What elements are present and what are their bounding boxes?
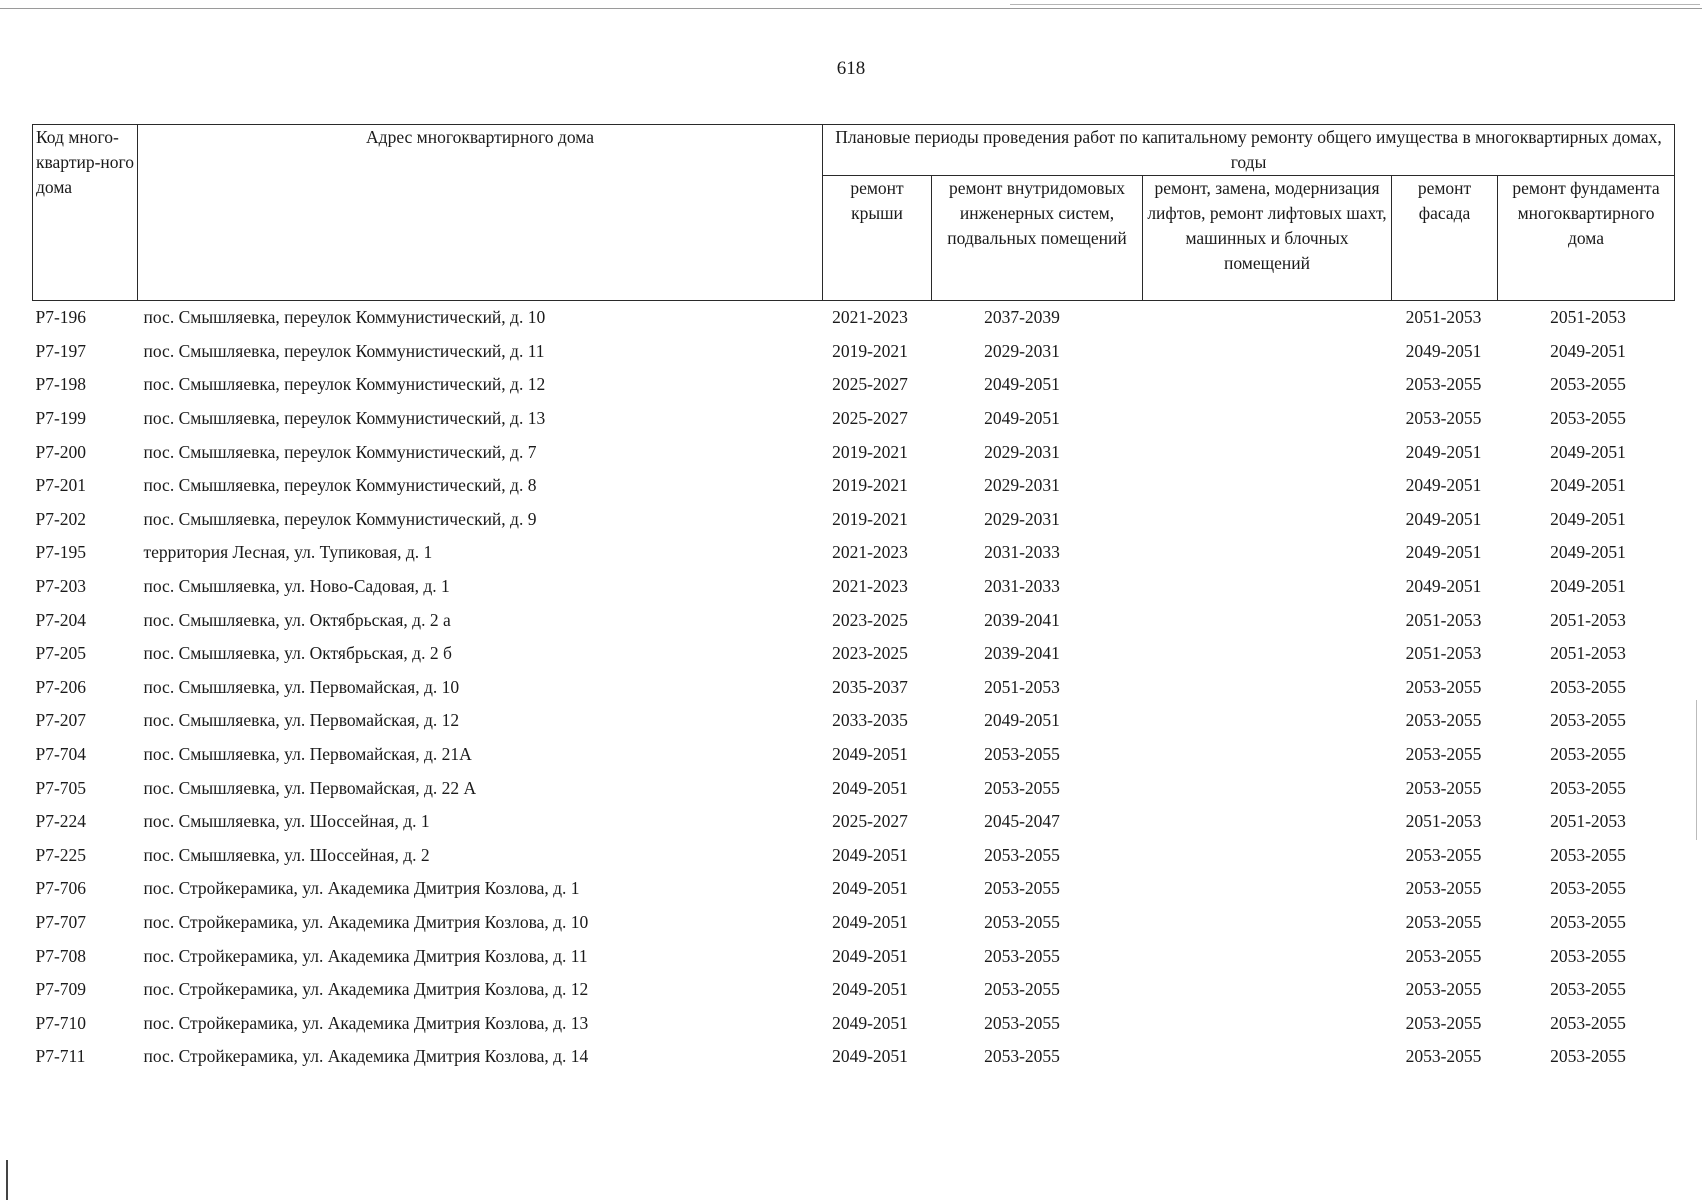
cell-code: Р7-196 [35, 307, 87, 328]
cell-code: Р7-207 [35, 710, 87, 731]
table-row [33, 1040, 1675, 1074]
cell-elevators [1143, 536, 1392, 570]
cell-address: пос. Смышляевка, ул. Ново-Садовая, д. 1 [143, 576, 450, 597]
table-row [33, 469, 1675, 503]
table-row [33, 503, 1675, 537]
table-row [33, 973, 1675, 1007]
cell-code: Р7-202 [35, 508, 87, 529]
table-row [33, 738, 1675, 772]
table-row [33, 435, 1675, 469]
cell-code: Р7-204 [35, 609, 87, 630]
cell-address: пос. Стройкерамика, ул. Академика Дмитрия Козлова, д. 13 [143, 1012, 589, 1033]
table-row [33, 671, 1675, 705]
cell-facade: 2053-2055 [1405, 374, 1482, 395]
cell-engineering: 2051-2053 [984, 676, 1060, 697]
cell-address: пос. Стройкерамика, ул. Академика Дмитрия Козлова, д. 12 [143, 979, 589, 1000]
cell-foundation: 2053-2055 [1550, 710, 1626, 731]
table-row [33, 906, 1675, 940]
cell-address: пос. Смышляевка, ул. Первомайская, д. 12 [143, 710, 460, 731]
cell-address: пос. Стройкерамика, ул. Академика Дмитрия Козлова, д. 14 [143, 1046, 589, 1067]
cell-engineering: 2029-2031 [984, 441, 1060, 462]
cell-code: Р7-710 [35, 1012, 87, 1033]
cell-code: Р7-707 [35, 911, 87, 932]
cell-address: пос. Смышляевка, переулок Коммунистический, д. 13 [143, 408, 546, 429]
cell-facade: 2053-2055 [1405, 945, 1482, 966]
cell-code: Р7-201 [35, 475, 87, 496]
cell-foundation: 2051-2053 [1550, 643, 1626, 664]
table-row [33, 839, 1675, 873]
cell-foundation: 2053-2055 [1550, 676, 1626, 697]
cell-facade: 2053-2055 [1405, 744, 1482, 765]
cell-roof: 2019-2021 [832, 340, 908, 361]
cell-roof: 2025-2027 [832, 408, 908, 429]
cell-engineering: 2039-2041 [984, 643, 1060, 664]
cell-elevators [1143, 435, 1392, 469]
cell-elevators [1143, 805, 1392, 839]
cell-engineering: 2031-2033 [984, 576, 1060, 597]
cell-roof: 2049-2051 [832, 911, 908, 932]
cell-elevators [1143, 402, 1392, 436]
cell-roof: 2019-2021 [832, 508, 908, 529]
cell-elevators [1143, 603, 1392, 637]
cell-engineering: 2053-2055 [984, 979, 1060, 1000]
cell-engineering: 2031-2033 [984, 542, 1060, 563]
table-row [33, 1006, 1675, 1040]
cell-elevators [1143, 671, 1392, 705]
cell-facade: 2053-2055 [1405, 676, 1482, 697]
cell-facade: 2053-2055 [1405, 1012, 1482, 1033]
scan-edge-left [6, 1160, 8, 1200]
header-foundation: ремонт фундамента многоквартирного дома [1498, 176, 1675, 301]
cell-elevators [1143, 1040, 1392, 1074]
cell-foundation: 2053-2055 [1550, 945, 1626, 966]
cell-engineering: 2029-2031 [984, 475, 1060, 496]
cell-roof: 2021-2023 [832, 307, 908, 328]
cell-foundation: 2053-2055 [1550, 979, 1626, 1000]
cell-elevators [1143, 503, 1392, 537]
cell-facade: 2051-2053 [1405, 609, 1482, 630]
table-row [33, 570, 1675, 604]
cell-facade: 2053-2055 [1405, 408, 1482, 429]
cell-address: пос. Смышляевка, переулок Коммунистический, д. 9 [143, 508, 537, 529]
cell-code: Р7-225 [35, 844, 87, 865]
cell-elevators [1143, 301, 1392, 335]
cell-roof: 2019-2021 [832, 475, 908, 496]
cell-engineering: 2053-2055 [984, 844, 1060, 865]
header-facade: ремонт фасада [1392, 176, 1498, 301]
table-row [33, 805, 1675, 839]
scan-border-top [0, 8, 1702, 9]
header-address: Адрес многоквартирного дома [138, 125, 823, 301]
cell-facade: 2049-2051 [1405, 340, 1482, 361]
header-roof: ремонт крыши [823, 176, 932, 301]
cell-code: Р7-200 [35, 441, 87, 462]
cell-engineering: 2029-2031 [984, 508, 1060, 529]
cell-engineering: 2053-2055 [984, 1046, 1060, 1067]
cell-elevators [1143, 469, 1392, 503]
table-header [33, 125, 1675, 301]
table-row [33, 603, 1675, 637]
cell-engineering: 2049-2051 [984, 374, 1060, 395]
cell-engineering: 2053-2055 [984, 1012, 1060, 1033]
cell-roof: 2049-2051 [832, 1046, 908, 1067]
table-row [33, 402, 1675, 436]
cell-roof: 2049-2051 [832, 844, 908, 865]
page-number: 618 [836, 58, 866, 79]
cell-address: пос. Смышляевка, ул. Октябрьская, д. 2 а [143, 609, 451, 630]
cell-facade: 2049-2051 [1405, 576, 1482, 597]
cell-elevators [1143, 368, 1392, 402]
cell-elevators [1143, 570, 1392, 604]
cell-foundation: 2053-2055 [1550, 878, 1626, 899]
cell-address: пос. Стройкерамика, ул. Академика Дмитрия Козлова, д. 11 [143, 945, 588, 966]
cell-code: Р7-224 [35, 811, 87, 832]
cell-foundation: 2053-2055 [1550, 1012, 1626, 1033]
cell-code: Р7-704 [35, 744, 87, 765]
cell-facade: 2053-2055 [1405, 878, 1482, 899]
cell-foundation: 2049-2051 [1550, 475, 1626, 496]
cell-foundation: 2049-2051 [1550, 542, 1626, 563]
repair-schedule-table [32, 124, 1675, 1074]
cell-address: пос. Смышляевка, ул. Первомайская, д. 10 [143, 676, 460, 697]
cell-address: территория Лесная, ул. Тупиковая, д. 1 [143, 542, 433, 563]
cell-address: пос. Смышляевка, переулок Коммунистический, д. 7 [143, 441, 537, 462]
cell-roof: 2025-2027 [832, 811, 908, 832]
cell-engineering: 2053-2055 [984, 878, 1060, 899]
cell-roof: 2049-2051 [832, 878, 908, 899]
cell-foundation: 2053-2055 [1550, 744, 1626, 765]
cell-code: Р7-199 [35, 408, 87, 429]
table-body [33, 301, 1675, 1074]
header-engineering: ремонт внутридомовых инженерных систем, подвальных помещений [932, 176, 1143, 301]
table-row [33, 704, 1675, 738]
cell-elevators [1143, 335, 1392, 369]
cell-foundation: 2051-2053 [1550, 811, 1626, 832]
cell-foundation: 2053-2055 [1550, 408, 1626, 429]
scan-edge-right [1696, 700, 1697, 840]
cell-roof: 2049-2051 [832, 1012, 908, 1033]
cell-facade: 2053-2055 [1405, 911, 1482, 932]
cell-elevators [1143, 1006, 1392, 1040]
cell-foundation: 2053-2055 [1550, 844, 1626, 865]
cell-roof: 2019-2021 [832, 441, 908, 462]
cell-address: пос. Смышляевка, ул. Шоссейная, д. 2 [143, 844, 430, 865]
cell-code: Р7-203 [35, 576, 87, 597]
cell-facade: 2051-2053 [1405, 643, 1482, 664]
cell-address: пос. Смышляевка, ул. Первомайская, д. 22 А [143, 777, 477, 798]
cell-roof: 2049-2051 [832, 777, 908, 798]
cell-address: пос. Смышляевка, ул. Шоссейная, д. 1 [143, 811, 430, 832]
cell-code: Р7-195 [35, 542, 87, 563]
cell-foundation: 2053-2055 [1550, 1046, 1626, 1067]
table-row [33, 771, 1675, 805]
cell-elevators [1143, 637, 1392, 671]
cell-code: Р7-705 [35, 777, 87, 798]
cell-elevators [1143, 939, 1392, 973]
cell-roof: 2049-2051 [832, 945, 908, 966]
cell-address: пос. Смышляевка, переулок Коммунистический, д. 10 [143, 307, 546, 328]
table-row [33, 536, 1675, 570]
cell-address: пос. Смышляевка, переулок Коммунистический, д. 11 [143, 340, 545, 361]
cell-foundation: 2049-2051 [1550, 340, 1626, 361]
cell-foundation: 2049-2051 [1550, 441, 1626, 462]
cell-foundation: 2049-2051 [1550, 576, 1626, 597]
cell-code: Р7-708 [35, 945, 87, 966]
table-row [33, 939, 1675, 973]
cell-roof: 2023-2025 [832, 609, 908, 630]
cell-engineering: 2053-2055 [984, 945, 1060, 966]
cell-foundation: 2053-2055 [1550, 911, 1626, 932]
cell-foundation: 2051-2053 [1550, 609, 1626, 630]
table-row [33, 301, 1675, 335]
cell-address: пос. Смышляевка, ул. Первомайская, д. 21А [143, 744, 472, 765]
cell-facade: 2053-2055 [1405, 710, 1482, 731]
cell-foundation: 2049-2051 [1550, 508, 1626, 529]
cell-facade: 2049-2051 [1405, 441, 1482, 462]
cell-engineering: 2053-2055 [984, 744, 1060, 765]
cell-address: пос. Смышляевка, переулок Коммунистический, д. 8 [143, 475, 537, 496]
cell-elevators [1143, 771, 1392, 805]
cell-engineering: 2049-2051 [984, 408, 1060, 429]
cell-roof: 2049-2051 [832, 744, 908, 765]
cell-foundation: 2051-2053 [1550, 307, 1626, 328]
table-row [33, 872, 1675, 906]
cell-foundation: 2053-2055 [1550, 374, 1626, 395]
cell-address: пос. Смышляевка, ул. Октябрьская, д. 2 б [143, 643, 452, 664]
cell-facade: 2049-2051 [1405, 508, 1482, 529]
cell-roof: 2033-2035 [832, 710, 908, 731]
cell-engineering: 2049-2051 [984, 710, 1060, 731]
cell-facade: 2053-2055 [1405, 844, 1482, 865]
cell-address: пос. Стройкерамика, ул. Академика Дмитрия Козлова, д. 10 [143, 911, 589, 932]
cell-elevators [1143, 738, 1392, 772]
cell-roof: 2023-2025 [832, 643, 908, 664]
cell-elevators [1143, 704, 1392, 738]
cell-code: Р7-198 [35, 374, 87, 395]
table-row [33, 368, 1675, 402]
cell-facade: 2051-2053 [1405, 811, 1482, 832]
cell-facade: 2051-2053 [1405, 307, 1482, 328]
cell-roof: 2025-2027 [832, 374, 908, 395]
cell-facade: 2053-2055 [1405, 1046, 1482, 1067]
cell-code: Р7-206 [35, 676, 87, 697]
header-code: Код много-квартир-ного дома [33, 125, 138, 301]
header-periods-group: Плановые периоды проведения работ по капитальному ремонту общего имущества в многоквартирных домах, годы [823, 125, 1675, 176]
cell-facade: 2053-2055 [1405, 777, 1482, 798]
table-row [33, 335, 1675, 369]
cell-code: Р7-205 [35, 643, 87, 664]
cell-code: Р7-711 [35, 1046, 86, 1067]
cell-roof: 2021-2023 [832, 576, 908, 597]
cell-facade: 2049-2051 [1405, 475, 1482, 496]
cell-roof: 2035-2037 [832, 676, 908, 697]
cell-elevators [1143, 872, 1392, 906]
cell-engineering: 2053-2055 [984, 911, 1060, 932]
cell-roof: 2049-2051 [832, 979, 908, 1000]
header-elevators: ремонт, замена, модернизация лифтов, ремонт лифтовых шахт, машинных и блочных помещений [1143, 176, 1392, 301]
cell-address: пос. Стройкерамика, ул. Академика Дмитрия Козлова, д. 1 [143, 878, 580, 899]
cell-elevators [1143, 973, 1392, 1007]
cell-address: пос. Смышляевка, переулок Коммунистический, д. 12 [143, 374, 546, 395]
table-row [33, 637, 1675, 671]
cell-engineering: 2053-2055 [984, 777, 1060, 798]
cell-foundation: 2053-2055 [1550, 777, 1626, 798]
cell-engineering: 2037-2039 [984, 307, 1060, 328]
cell-code: Р7-197 [35, 340, 87, 361]
cell-code: Р7-706 [35, 878, 87, 899]
cell-roof: 2021-2023 [832, 542, 908, 563]
cell-engineering: 2045-2047 [984, 811, 1060, 832]
cell-code: Р7-709 [35, 979, 87, 1000]
cell-engineering: 2029-2031 [984, 340, 1060, 361]
cell-engineering: 2039-2041 [984, 609, 1060, 630]
cell-facade: 2053-2055 [1405, 979, 1482, 1000]
scan-border-top-secondary [1010, 4, 1700, 5]
cell-elevators [1143, 906, 1392, 940]
cell-elevators [1143, 839, 1392, 873]
cell-facade: 2049-2051 [1405, 542, 1482, 563]
